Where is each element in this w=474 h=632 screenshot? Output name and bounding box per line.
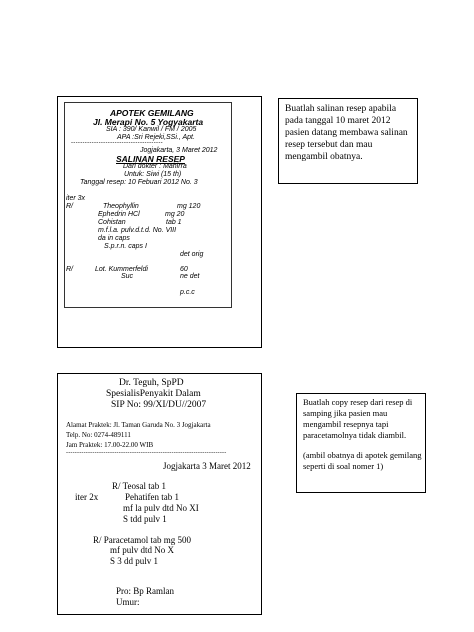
alamat-praktek: Alamat Praktek: Jl. Taman Garuda No. 3 Jogjakarta — [66, 421, 211, 429]
sprn-signa: S.p.r.n. caps I — [104, 243, 147, 250]
task-2-instruction: Buatlah copy resep dari resep di samping jika pasien mau mengambil resepnya tapi paracetamolnya tidak diambil. — [303, 397, 413, 440]
salinan-resep-title: SALINAN RESEP — [116, 154, 185, 164]
mfla-instruction: m.f.l.a. pulv.d.t.d. No. VIII — [98, 227, 177, 234]
pro-patient: Pro: Bp Ramlan — [116, 586, 174, 596]
date-line-1: Jogjakarta, 3 Maret 2012 — [140, 147, 218, 154]
recipe-symbol-1: R/ — [66, 203, 73, 210]
doctor-name: Dr. Teguh, SpPD — [119, 378, 184, 388]
date-line-2: Jogjakarta 3 Maret 2012 — [163, 461, 251, 471]
dose-ephedrin: mg 20 — [165, 211, 185, 218]
separator-1: ---------------------------------------- — [71, 140, 163, 146]
recipe-paracetamol: R/ Paracetamol tab mg 500 — [93, 535, 191, 545]
untuk-pasien: Untuk: Siwi (15 th) — [124, 171, 182, 178]
signa-3dd: S 3 dd pulv 1 — [110, 556, 159, 566]
recipe-symbol-2: R/ — [66, 266, 73, 273]
sip-number: SIP No: 99/XI/DU//2007 — [111, 400, 207, 410]
pharmacy-name: APOTEK GEMILANG — [110, 108, 194, 118]
apa-name: APA :Sri Rejeki,SSi., Apt. — [117, 134, 195, 141]
iter-label-1: iter 3x — [66, 195, 86, 202]
det-orig: det orig — [180, 251, 204, 258]
signa-tdd: S tdd pulv 1 — [123, 514, 167, 524]
recipe-teosal: R/ Teosal tab 1 — [112, 481, 166, 491]
dari-dokter: Dari dokter : Mahirra — [123, 163, 187, 170]
doctor-specialty: SpesialisPenyakit Dalam — [106, 389, 201, 399]
da-in-caps: da in caps — [98, 235, 130, 242]
jam-praktek: Jam Praktek: 17.00-22.00 WIB — [66, 441, 154, 449]
tanggal-resep: Tanggal resep: 10 Febuari 2012 No. 3 — [80, 179, 198, 186]
mf-pulv: mf pulv dtd No X — [110, 545, 174, 555]
iter-label-2: iter 2x — [75, 492, 99, 502]
suc-signa: Suc — [121, 273, 134, 280]
pharmacy-address: Jl. Merapi No. 5 Yogyakarta — [93, 117, 204, 127]
sia-number: SIA : 390/ Kanwil / FM / 2005 — [106, 126, 197, 133]
ne-det: ne det — [180, 273, 200, 280]
pcc-mark: p.c.c — [180, 289, 195, 296]
dose-theophyllin: mg 120 — [177, 203, 201, 210]
umur-label: Umur: — [116, 597, 140, 607]
drug-lot-kummerfeldi: Lot. Kummerfeldi — [95, 266, 148, 273]
dose-cohistan: tab 1 — [166, 219, 182, 226]
separator-2: ------------------------------------------------------------------------- — [66, 450, 227, 456]
drug-pehatifen: Pehatifen tab 1 — [125, 492, 179, 502]
task-2-note: (ambil obatnya di apotek gemilang seperti di soal nomer 1) — [303, 450, 422, 471]
task-1-instruction: Buatlah salinan resep apabila pada tanggal 10 maret 2012 pasien datang membawa salinan resep tersebut dan mau mengambil obatnya. — [285, 104, 408, 162]
mf-la-pulv: mf la pulv dtd No XI — [123, 503, 199, 513]
drug-cohistan: Cohistan — [98, 219, 126, 226]
drug-ephedrin: Ephedrin HCl — [98, 211, 140, 218]
drug-theophyllin: Theophyllin — [103, 203, 139, 210]
dose-lot-kummerfeldi: 60 — [180, 266, 188, 273]
telp-number: Telp. No: 0274-489111 — [66, 431, 131, 439]
